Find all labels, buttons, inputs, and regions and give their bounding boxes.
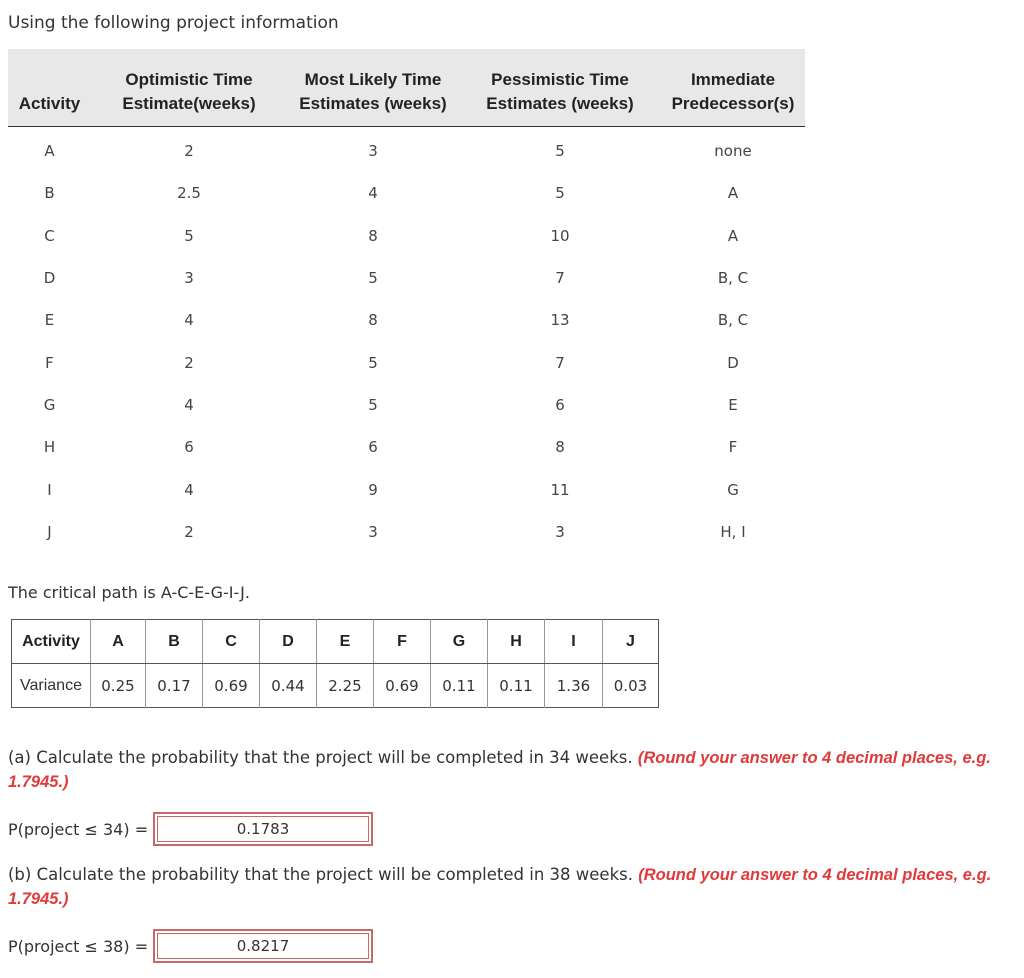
table-row [8,511,805,553]
project-table-body [8,127,805,553]
table-cell: 8 [555,438,565,457]
variance-value: 0.11 [430,664,487,708]
table-cell: 5 [368,269,378,288]
table-cell: A [44,142,55,161]
table-cell: B, C [717,269,749,288]
table-cell: 11 [550,480,570,499]
table-cell: 3 [368,142,378,161]
table-cell: 8 [368,226,378,245]
answer-b-input[interactable] [157,933,369,959]
header-line: Pessimistic Time [491,70,629,89]
table-cell: 5 [368,353,378,372]
answer-b-label: P(project ≤ 38) = [8,936,149,956]
variance-value: 1.36 [544,664,602,708]
table-cell: I [47,480,52,499]
header-line: Estimates (weeks) [486,94,634,113]
variance-value: 0.11 [487,664,544,708]
table-cell: 9 [368,480,378,499]
variance-table [11,619,659,708]
table-cell: 4 [368,184,378,203]
table-cell: 5 [184,226,194,245]
variance-activity-header: F [373,620,430,664]
table-cell: 2 [184,522,194,541]
variance-activity-header: G [430,620,487,664]
table-cell: H, I [720,522,746,541]
table-row [8,127,805,173]
project-info-table [8,49,805,553]
variance-activity-header: J [602,620,658,664]
variance-activity-header: A [90,620,145,664]
variance-value: 0.03 [602,664,658,708]
header-line: Most Likely Time [304,70,442,89]
table-cell: G [43,395,56,414]
answer-b-row [8,929,373,963]
table-cell: G [727,480,739,499]
critical-path-text: The critical path is A-C-E-G-I-J. [8,583,250,602]
table-cell: D [43,269,56,288]
intro-text: Using the following project information [8,13,339,33]
table-cell: C [44,226,55,245]
table-cell: 7 [555,353,565,372]
variance-activity-header: B [145,620,202,664]
table-cell: 2.5 [177,184,201,203]
variance-value: 0.69 [202,664,259,708]
table-cell: A [727,226,739,245]
question-b-text: (b) Calculate the probability that the project will be completed in 38 weeks. [8,865,639,884]
project-col-header [287,49,459,127]
table-cell: 6 [555,395,565,414]
table-row [8,384,805,426]
table-cell: 5 [368,395,378,414]
table-cell: 6 [184,438,194,457]
table-cell: 5 [555,184,565,203]
table-cell: B, C [717,311,749,330]
variance-value: 0.69 [373,664,430,708]
table-cell: 2 [184,142,194,161]
table-cell: 8 [368,311,378,330]
table-row [8,426,805,468]
header-line: Estimate(weeks) [122,94,256,113]
variance-header-row [12,620,659,664]
variance-value: 0.44 [259,664,316,708]
table-row [8,257,805,299]
question-b-hint: (Round your answer to 4 decimal places, e.g. 1.7945.) [8,866,992,908]
table-cell: 10 [550,226,570,245]
answer-a-input[interactable] [157,816,369,842]
variance-value: 2.25 [316,664,373,708]
table-cell: 3 [555,522,565,541]
question-a-hint: (Round your answer to 4 decimal places, e.g. 1.7945.) [8,749,991,791]
table-cell: 3 [184,269,194,288]
variance-activity-header: H [487,620,544,664]
table-cell: 4 [184,395,194,414]
table-cell: none [714,142,752,161]
table-row [8,341,805,383]
variance-activity-header: D [259,620,316,664]
table-cell: 4 [184,311,194,330]
table-row [8,215,805,257]
header-line: Estimates (weeks) [299,94,447,113]
table-cell: 7 [555,269,565,288]
header-line: Activity [18,94,81,113]
variance-activity-header: E [316,620,373,664]
header-line: Immediate [690,70,776,89]
table-cell: 3 [368,522,378,541]
table-row [8,172,805,214]
table-cell: 13 [550,311,570,330]
table-cell: J [47,522,52,541]
question-a [8,746,1008,794]
project-col-header [661,49,805,127]
table-cell: 2 [184,353,194,372]
table-cell: A [727,184,739,203]
question-b [8,863,1008,911]
answer-b-box [153,929,373,963]
variance-row-label: Variance [12,664,91,708]
table-cell: 5 [555,142,565,161]
variance-activity-label: Activity [12,620,91,664]
table-cell: F [728,438,738,457]
variance-value: 0.25 [90,664,145,708]
table-cell: D [727,353,739,372]
table-cell: H [43,438,56,457]
table-row [8,299,805,341]
project-table-header-row [8,49,805,127]
header-line: Optimistic Time [125,70,253,89]
project-col-header [8,49,91,127]
table-cell: 4 [184,480,194,499]
answer-a-row [8,812,373,846]
answer-a-label: P(project ≤ 34) = [8,819,149,839]
question-a-text: (a) Calculate the probability that the project will be completed in 34 weeks. [8,748,638,767]
project-col-header [459,49,661,127]
variance-values-row [12,664,659,708]
header-line: Predecessor(s) [671,94,795,113]
table-cell: E [728,395,738,414]
answer-a-box [153,812,373,846]
project-col-header [91,49,287,127]
variance-activity-header: C [202,620,259,664]
table-cell: B [44,184,55,203]
table-cell: E [44,311,55,330]
table-row [8,468,805,510]
variance-activity-header: I [544,620,602,664]
table-cell: 6 [368,438,378,457]
table-cell: F [45,353,54,372]
variance-value: 0.17 [145,664,202,708]
